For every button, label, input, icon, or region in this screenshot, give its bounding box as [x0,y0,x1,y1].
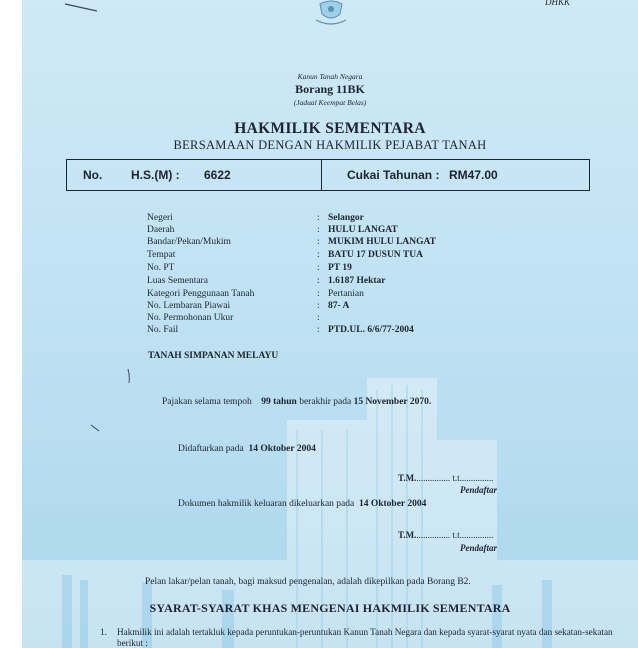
reserve-status: TANAH SIMPANAN MELAYU [148,351,279,361]
registered-line: Didaftarkan pada 14 Oktober 2004 [178,444,316,454]
corner-code: DHKK [545,0,571,7]
special-conditions-title: SYARAT-SYARAT KHAS MENGENAI HAKMILIK SEMENTARA [149,601,511,615]
registrar-signature: T.M................ t.t............... [398,530,494,540]
pen-mark [64,2,98,12]
pen-tick [126,368,132,384]
document-title: HAKMILIK SEMENTARA [234,120,426,137]
document-subtitle: BERSAMAAN DENGAN HAKMILIK PEJABAT TANAH [173,138,487,152]
act-name: Kanun Tanah Negara [297,72,363,81]
registrar-role: Pendaftar [460,543,497,553]
title-document: DHKK Kanun Tanah Negara Borang 11BK (Jadual Keempat Belas) HAKMILIK SEMENTARA BERSAMAAN DENGAN HAKMILIK PEJABAT TANAH No. H.S.(M) : 6622 Cukai Tahunan : RM47.00 Negeri : Selangor Daerah : HULU LANGAT Bandar/Pekan/Mukim : MUKIM HULU LANGAT Tempat : BATU 17 DUSUN TUA No. PT : PT 19 Luas Sementara : 1.6187 Hektar Kategori Penggunaan Tanah : Pertanian No. Lembaran Piawai : 87- A No. Permohonan Ukur : No. Fail : PTD.UL. 6/6/77-2004 TANAH SIMPANAN MELAYU Pajakan selama tempoh 99 tahun berakhir pada 15 November 2070. Didaftarkan pada 14 Oktober 2004 T.M................ t.t............... Pendaftar Dokumen hakmilik keluaran dikeluarkan pada 14 Oktober 2004 T.M................ t.t............... Pendaftar Pelan lakar/pelan tanah, bagi maksud pengenalan, adalah dikepilkan pada Borang B2. SYARAT-SYARAT KHAS MENGENAI HAKMILIK SEMENTARA 1. Hakmilik ini adalah tertakluk kepada peruntukan-peruntukan Kanun Tanah Negara dan kepada syarat-syarat nyata dan sekatan-sekatan berikut : [22,0,638,648]
title-number-box [66,159,590,191]
crest-emblem [314,0,348,26]
plan-note: Pelan lakar/pelan tanah, bagi maksud pengenalan, adalah dikepilkan pada Borang B2. [145,577,471,587]
registrar-role: Pendaftar [460,485,497,495]
issued-line: Dokumen hakmilik keluaran dikeluarkan pada 14 Oktober 2004 [178,499,427,509]
pen-tick [90,424,100,432]
tax-value: RM47.00 [449,168,498,182]
box-divider [321,160,322,190]
no-label: No. [83,168,103,182]
hs-label: H.S.(M) : [131,168,180,182]
schedule-name: (Jadual Keempat Belas) [293,98,367,107]
hs-number: 6622 [204,168,231,182]
form-name: Borang 11BK [295,82,365,96]
tax-label: Cukai Tahunan : [347,168,440,182]
registrar-signature: T.M................ t.t............... [398,473,494,483]
lease-line: Pajakan selama tempoh 99 tahun berakhir pada 15 November 2070. [162,397,432,407]
